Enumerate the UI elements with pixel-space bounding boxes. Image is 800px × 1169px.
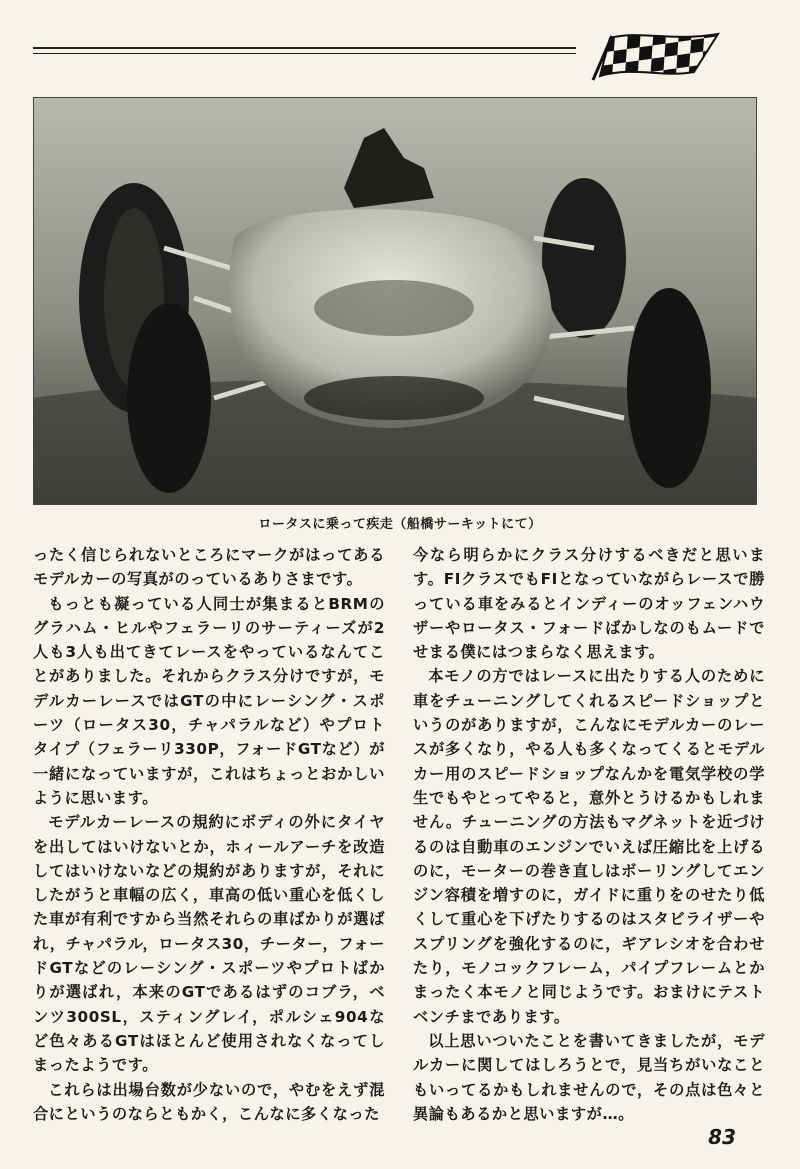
paragraph: もっとも凝っている人同士が集まるとBRMのグラハム・ヒルやフェラーリのサーティーズが2人も3人も出てきてレースをやっているなんてことがありました。それからクラス分けですが，モデルカーレースではGTの中にレーシング・スポーツ（ロータス30，チャパラルなど）やプロトタイプ（フェラーリ330P，フォードGTなど）が一緒になっていますが，これはちょっとおかしいように思います。 [33,594,385,807]
article-column-right [413,543,765,1126]
paragraph: 今なら明らかにクラス分けするべきだと思います。FIクラスでもFIとなっていながらレースで勝っている車をみるとインディーのオッフェンハウザーやロータス・フォードばかしなのもムードでせまる僕にはつまらなく思えます。 [413,546,765,662]
paragraph: ったく信じられないところにマークがはってあるモデルカーの写真がのっているありさまです。 [33,546,385,589]
photo-caption: ロータスに乗って疾走（船橋サーキットにて） [258,517,542,532]
paragraph: 以上思いついたことを書いてきましたが，モデルカーに関してはしろうとで，見当ちがいなこともいってるかもしれませんので，その点は色々と異論もあるかと思いますが…。 [413,1031,765,1123]
checkered-flag-icon [590,28,722,83]
page-number: 83 [708,1125,736,1149]
header-rule-top [33,47,576,49]
header-rule-bottom [33,53,576,54]
paragraph: モデルカーレースの規約にボディの外にタイヤを出してはいけないとか，ホィールアーチを改造してはいけないなどの規約がありますが，それにしたがうと車幅の広く，車高の低い重心を低くした車が有利ですから当然それらの車ばかりが選ばれ，チャパラル，ロータス30，チーター，フォードGTなどのレーシング・スポーツやプロトばかりが選ばれ，本来のGTであるはずのコブラ，ベンツ300SL，スティングレイ，ポルシェ904など色々あるGTはほとんど使用されなくなってしまったようです。 [33,813,385,1075]
paragraph: 本モノの方ではレースに出たりする人のために車をチューニングしてくれるスピードショップというのがありますが，こんなにモデルカーのレースが多くなり，やる人も多くなってくるとモデルカー用のスピードショップなんかを電気学校の学生でもやとってやると，意外とうけるかもしれません。チューニングの方法もマグネットを近づけるのは自動車のエンジンでいえば圧縮比を上げるのに，モーターの巻き直しはボーリングしてエンジン容積を増すのに，ガイドに重りをのせたり低くして重心を下げたりするのはスタビライザーやスプリングを強化するのに，ギアレシオを合わせたり，モノコックフレーム，パイプフレームとかまったく本モノと同じようです。おまけにテストベンチまであります。 [413,667,765,1026]
article-column-left [33,543,385,1126]
race-car-photo [33,97,757,505]
paragraph: これらは出場台数が少ないので，やむをえず混合にというのならともかく，こんなに多くなった [33,1080,385,1123]
